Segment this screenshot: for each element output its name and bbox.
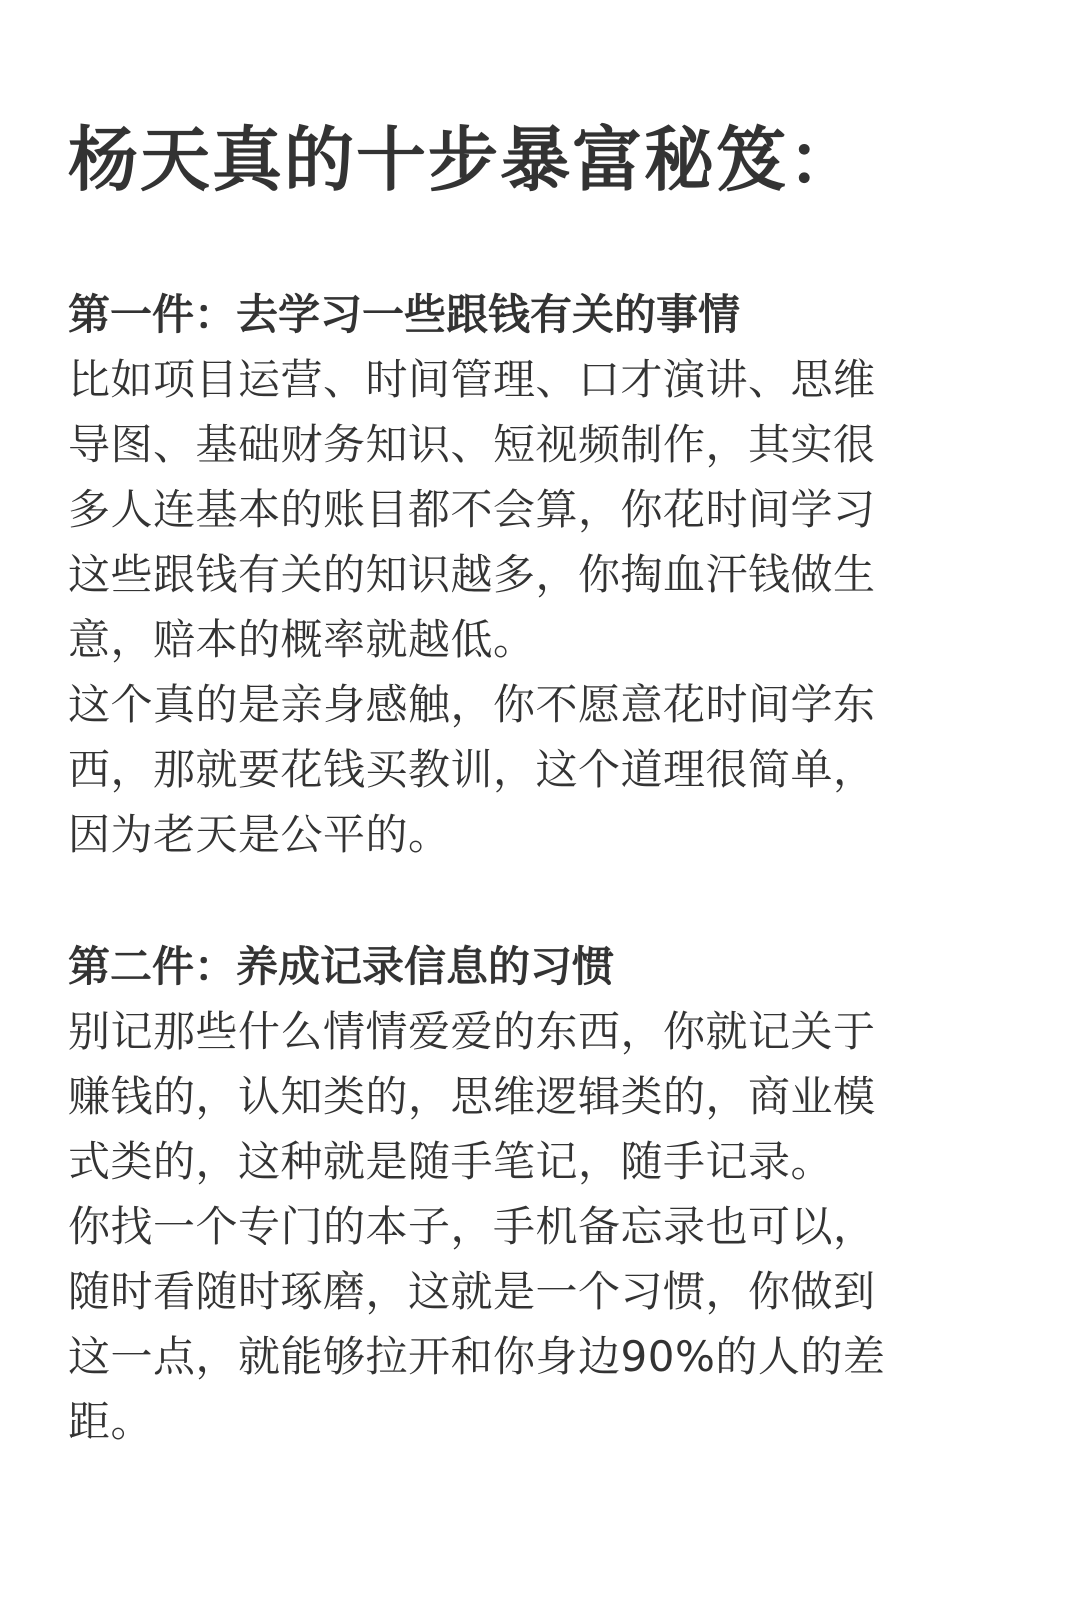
paragraph-line: 距。 <box>68 1397 154 1446</box>
paragraph-line: 多人连基本的账目都不会算，你花时间学习 <box>68 485 876 534</box>
page-title: 杨天真的十步暴富秘笈： <box>68 119 860 201</box>
paragraph-line: 导图、基础财务知识、短视频制作，其实很 <box>68 420 876 469</box>
paragraph-line: 意，赔本的概率就越低。 <box>68 615 536 664</box>
paragraph-line: 随时看随时琢磨，这就是一个习惯，你做到 <box>68 1267 876 1316</box>
paragraph-line: 这一点，就能够拉开和你身边90%的人的差 <box>68 1332 886 1381</box>
paragraph-line: 比如项目运营、时间管理、口才演讲、思维 <box>68 355 876 404</box>
section-heading: 第一件：去学习一些跟钱有关的事情 <box>68 290 741 339</box>
paragraph-line: 因为老天是公平的。 <box>68 810 451 859</box>
paragraph-line: 式类的，这种就是随手笔记，随手记录。 <box>68 1137 834 1186</box>
section-first <box>68 282 968 867</box>
paragraph-line: 别记那些什么情情爱爱的东西，你就记关于 <box>68 1007 876 1056</box>
section-heading: 第二件：养成记录信息的习惯 <box>68 942 615 991</box>
paragraph-line: 西，那就要花钱买教训，这个道理很简单， <box>68 745 876 794</box>
paragraph-line: 这个真的是亲身感触，你不愿意花时间学东 <box>68 680 876 729</box>
section-second <box>68 934 968 1454</box>
paragraph-line: 这些跟钱有关的知识越多，你掏血汗钱做生 <box>68 550 876 599</box>
paragraph-line: 你找一个专门的本子，手机备忘录也可以， <box>68 1202 876 1251</box>
paragraph-line: 赚钱的，认知类的，思维逻辑类的，商业模 <box>68 1072 876 1121</box>
